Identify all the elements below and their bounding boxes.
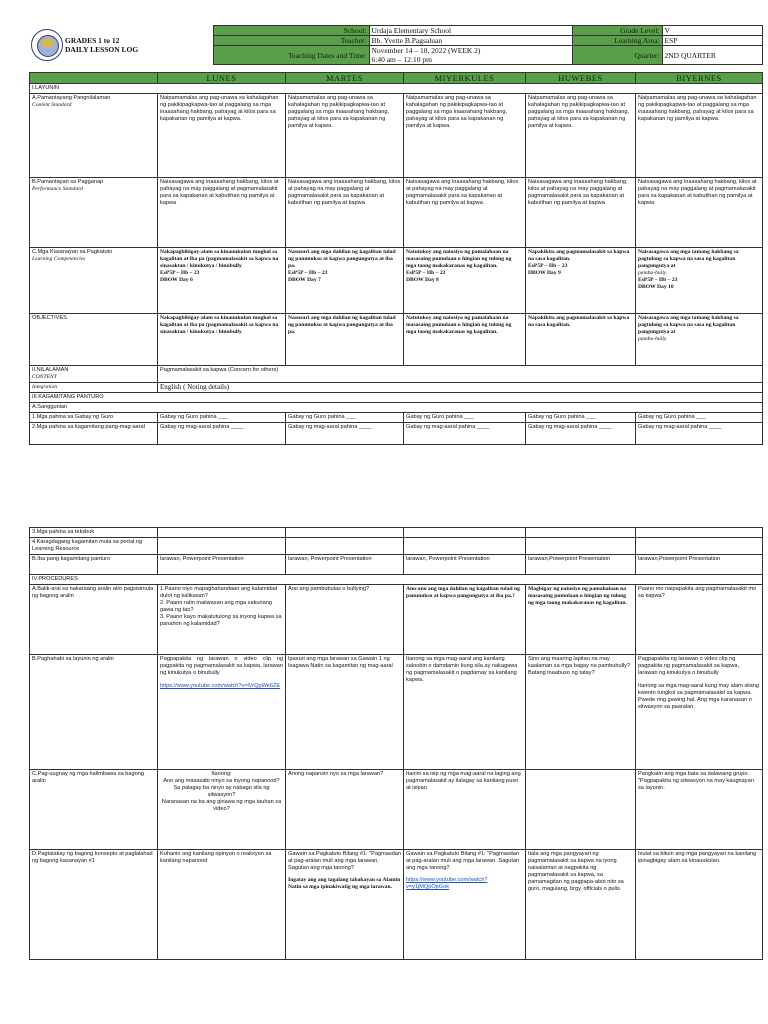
competency-day: DBOW Day 10 <box>638 284 674 290</box>
competency-text: Naisasagawa ang mga tamang hakbang sa pagtulong sa kapwa na sasa ng kagalitan pangungutya at <box>638 249 739 269</box>
objective-miyerkules: Natutukoy ang naiusiyo ng pamalahaan na masasaing pumulaan o hingian ng tulong ng mga taong makakaranas ng kagalitan. <box>404 314 526 366</box>
paghahabi-text: Pagpapakita ng larawan o video clip ng pagpakita ng pagmamalasakit sa kapwa, larawan ng kinukutya o binubully <box>638 656 740 676</box>
pagtalakay-lunes: Kuhanin ang kanilang opinyon o reaksyon sa kanilang napanood <box>158 850 286 960</box>
section-layunin: I.LAYUNIN <box>30 84 763 94</box>
competency-code: EsP5P – IIb – 23 <box>160 270 200 276</box>
nilalaman-label <box>30 366 158 383</box>
day-header-biyernes: BIYERNES <box>636 73 763 84</box>
competency-lunes <box>158 248 286 314</box>
performance-standard-martes: Naisasagawa ang inaasahang hakbang, kilos at pahayag na may paggalang at pagmamalasakit para sa kapakanan at kabutihan ng pamilya at kapwa <box>286 178 404 248</box>
magaaral-lunes: Gabay ng mag-aaral pahina ____ <box>158 423 286 445</box>
content-standard-martes: Naipamamalas ang pag-unawa sa kahalagahan ng pakikipagkapwa-tao at paggalang sa mga inaasahang hakbang, pahayag at kilos para sa kapakanan ng pamilya at kapwa. <box>286 94 404 178</box>
page-gap <box>0 490 768 514</box>
paghahabi-text-2: Itanong sa mga mag-aaral kung may alam silang kwento tungkol sa pagmamalasakit sa kapwa. Pwede ring gawing hal. Ang mga karanasan o sitwasyon sa paaralan. <box>638 683 759 710</box>
guro-miyerkules: Gabay ng Guro pahina ___ <box>404 413 526 423</box>
paghahabi-video-link[interactable]: https://www.youtube.com/watch?v=lVrQpWe6ZE <box>160 683 281 689</box>
grade-value: V <box>662 26 762 36</box>
performance-standard-huwebes: Naisasagawa ang inaasahang hakbang, kilos at pahayag na may paggalang at pagmamalasakit para sa kapakanan at kabutihan ng pamilya at kapwa <box>526 178 636 248</box>
school-value: Urdaja Elementary School <box>369 26 572 36</box>
paghahabi-text: Pagpapakita ng larawan o video clip ng pagpakita ng pagmamalasakit sa kapwa, larawan ng kinukutya o binubully <box>160 656 283 676</box>
dates-label: Teaching Dates and Time: <box>213 46 369 65</box>
karagdagan-huwebes <box>526 538 636 555</box>
competency-martes <box>286 248 404 314</box>
pag-uugnay-huwebes <box>526 770 636 850</box>
competency-code: EsP5P – IIb – 23 <box>638 277 678 283</box>
iba-biyernes: larawan,Powerpoint Presentation <box>636 555 763 575</box>
karagdagan-martes <box>286 538 404 555</box>
guro-huwebes: Gabay ng Guro pahina ___ <box>526 413 636 423</box>
competency-text: Natutukoy ang naiusiyo ng pamalahaan na masasaing pumulaan o hingian ng tulong ng mga taong makakaranas ng kagalitan. <box>406 249 512 269</box>
pagtalakay-label: D.Pagtalakay ng bagong konsepto at paglalahad ng bagong kasanayan #1 <box>30 850 158 960</box>
quarter-label: Quarter: <box>572 46 662 65</box>
objective-lunes: Nakapagbibigay-alam sa kinauukulan tungkol sa kagalitan at iba pa (pagmamalasakit sa kapwa na sinasaktan / kinukutya / binubully <box>158 314 286 366</box>
magaaral-miyerkules: Gabay ng mag-aaral pahina ____ <box>404 423 526 445</box>
competency-text: Nasusuri ang mga dahilan ng kagalitan tulad ng panunukso at kapwa pangungutya at iba pa. <box>288 249 396 269</box>
grade-label: Grade Level: <box>572 26 662 36</box>
pagtalakay-martes <box>286 850 404 960</box>
lesson-table-1 <box>29 72 763 445</box>
header-table <box>29 25 763 65</box>
day-header-martes: MARTES <box>286 73 404 84</box>
karagdagan-lunes <box>158 538 286 555</box>
paghahabi-biyernes <box>636 655 763 770</box>
competency-day: DBOW Day 9 <box>528 270 561 276</box>
performance-standard-label <box>30 178 158 248</box>
performance-standard-english: Performance Standard <box>32 186 83 192</box>
iba-lunes: larawan, Powerpoint Presentation <box>158 555 286 575</box>
teacher-label: Teacher: <box>213 36 369 46</box>
pag-uugnay-lunes: Itanong: Ano ang masasabi ninyo sa inyong napanood? Sa palagay ba ninyo ay nabago sila ng sitwasyon? Naranasan na ba ang ginawa ng mga tauhan sa video? <box>158 770 286 850</box>
competency-code: EsP5P – IIb – 23 <box>288 270 328 276</box>
content-standard-biyernes: Naipamamalas ang pag-unawa sa kahalagahan ng pakikipagkapwa-tao at paggalang sa mga inaasahang hakbang, pahayag at kilos para sa kapakanan ng pamilya at kapwa. <box>636 94 763 178</box>
lesson-log-page-2 <box>29 527 762 1007</box>
magaaral-biyernes: Gabay ng mag-aaral pahina ____ <box>636 423 763 445</box>
teksbuk-lunes <box>158 528 286 538</box>
performance-standard-lunes: Naisasagawa ang inaasahang hakbang, kilos at pahayag na may paggalang at pagmamalasakit para sa kapakanan at kabutihan ng pamilya at kapwa <box>158 178 286 248</box>
performance-standard-miyerkules: Naisasagawa ang inaasahang hakbang, kilos at pahayag na may paggalang at pagmamalasakit para sa kapakanan at kabutihan ng pamilya at kapwa <box>404 178 526 248</box>
competency-huwebes <box>526 248 636 314</box>
header-title <box>63 26 213 65</box>
guro-label: 1.Mga pahina sa Gabay ng Guro <box>30 413 158 423</box>
balik-miyerkules: Ano-ano ang mga dahilan ng kagalitan tulad ng panunukso at kapwa pangungutya at iba pa.? <box>404 585 526 655</box>
day-header-huwebes: HUWEBES <box>526 73 636 84</box>
dates-line2: 6:40 am – 12:10 pm <box>371 55 432 64</box>
paghahabi-label: B.Paghahabi sa layunin ng aralin <box>30 655 158 770</box>
area-label: Learning Area: <box>572 36 662 46</box>
pagtalakay-text: Gawain sa Pagkatuto Bilang #1: "Pagmasdan at pag-aralan muli ang mga larawan. Sagutan ang mga tanong? <box>288 851 402 871</box>
objective-extra: pambu-bully. <box>638 336 668 342</box>
nilalaman-title: II.NILALAMAN <box>32 367 69 373</box>
dates-value <box>369 46 572 65</box>
guro-martes: Gabay ng Guro pahina ___ <box>286 413 404 423</box>
content-standard-label <box>30 94 158 178</box>
competency-miyerkules <box>404 248 526 314</box>
competencies-label <box>30 248 158 314</box>
paghahabi-miyerkules: Itanong sa mga mag-aaral ang kanilang saloobin o damdamin kung sila ay nakagawa ng pagmamalasakit o pagdamay sa kanilang kapwa. <box>404 655 526 770</box>
pagtalakay-extra: Ingatay ang ang tagalang tabakayan sa Alamin Natin sa mga ipinakiwatig ng mga larawan. <box>288 877 401 890</box>
paghahabi-martes: Ipasuri ang mga larawan sa Gawain 1 ng Isagawa Natin sa kagamitan ng mag-aaral <box>286 655 404 770</box>
karagdagan-biyernes <box>636 538 763 555</box>
competency-code: EsP5P – IIb – 23 <box>528 263 568 269</box>
competencies-title: C.Mga Kasanayan sa Pagkatuto <box>32 249 113 255</box>
deped-logo <box>29 26 63 65</box>
balik-lunes: 1.Paano niyo mapaghahandaan ang kalamidad dulot ng kalikasan? 2. Paano ratin maiiwasan ang mga sakunang gawa ng tao? 3. Paano kayo makatutulong sa inyong kapwa sa panahon ng kalamidad? <box>158 585 286 655</box>
magaaral-martes: Gabay ng mag-aaral pahina ____ <box>286 423 404 445</box>
lesson-table-2 <box>29 527 763 960</box>
magaaral-huwebes: Gabay ng mag-aaral pahina ____ <box>526 423 636 445</box>
integration-value: English ( Noting details) <box>158 383 763 393</box>
area-value: ESP <box>662 36 762 46</box>
competency-extra: pambu-bully. <box>638 270 668 276</box>
objectives-label: OBJECTIVES <box>30 314 158 366</box>
competency-day: DBOW Day 6 <box>160 277 193 283</box>
content-standard-huwebes: Naipamamalas ang pag-unawa sa kahalagahan ng pakikipagkapwa-tao at paggalang sa mga inaasahang hakbang, pahayag at kilos para sa kapakanan ng pamilya at kapwa. <box>526 94 636 178</box>
competency-day: DBOW Day 8 <box>406 277 439 283</box>
quarter-value: 2ND QUARTER <box>662 46 762 65</box>
integration-label: Integration <box>30 383 158 393</box>
guro-lunes: Gabay ng Guro pahina ___ <box>158 413 286 423</box>
pagtalakay-miyerkules <box>404 850 526 960</box>
paghahabi-lunes <box>158 655 286 770</box>
guro-biyernes: Gabay ng Guro pahina ___ <box>636 413 763 423</box>
header-title-line2: DAILY LESSON LOG <box>65 45 139 54</box>
lesson-log-page-1 <box>29 25 762 465</box>
day-header-miyerkules: MIYERKULES <box>404 73 526 84</box>
karagdagan-miyerkules <box>404 538 526 555</box>
teksbuk-martes <box>286 528 404 538</box>
day-header-lunes: LUNES <box>158 73 286 84</box>
teksbuk-huwebes <box>526 528 636 538</box>
content-standard-miyerkules: Naipamamalas ang pag-unawa sa kahalagahan ng pakikipagkapwa-tao at paggalang sa mga inaasahang hakbang, pahayag at kilos para sa kapakanan ng pamilya at kapwa. <box>404 94 526 178</box>
pagtalakay-text: Gawain sa Pagkatuto Bilang #1: "Pagmasdan at pag-aralan muli ang mga larawan. Sagutan ang mga tanong? <box>406 851 520 871</box>
school-label: School: <box>213 26 369 36</box>
pagtalakay-huwebes: Itala ang mga pangyayari ng pagmamalasakit sa kapwa na iyong naisalaman at nagpakita ng pagmamalasakit sa kapwa, sa pamamagitan ng pagpapa-abot nito sa guro, magulang, brgy. officials o pulis. <box>526 850 636 960</box>
objective-text: Naisasagawa ang mga tamang hakbang sa pagtulong sa kapwa na sasa ng kagalitan pangungutya at <box>638 315 739 335</box>
objective-martes: Nasusuri ang mga dahilan ng kagalitan tulad ng panunukso at kapwa pangungutya at iba pa. <box>286 314 404 366</box>
magaaral-label: 2.Mga pahina sa kagamitang pang-mag-aaral <box>30 423 158 445</box>
teksbuk-label: 3.Mga pahina sa teksbuk <box>30 528 158 538</box>
section-sanggunian: A.Sanggunian <box>30 403 763 413</box>
competencies-english: Learning Competencies <box>32 256 86 262</box>
pag-uugnay-miyerkules: Itanim sa isip ng mga mag-aaral na laging ang pagmamalasakit ay ilalagay sa kanilang puso at isipan <box>404 770 526 850</box>
balik-label: A.Balik-aral sa nakaraang aralin at/o pagsisimula ng bagong aralin <box>30 585 158 655</box>
pagtalakay-biyernes: Isulat sa bituin ang mga pangyayari na kanilang ipinagbigay alam sa kinauukulan. <box>636 850 763 960</box>
teksbuk-miyerkules <box>404 528 526 538</box>
iba-label: B.Iba pang kagamitang panturo <box>30 555 158 575</box>
pagtalakay-video-link[interactable]: https://www.youtube.com/watch?v=y1jMQpOpGok <box>406 877 488 890</box>
dates-line1: November 14 – 18, 2022 (WEEK 2) <box>371 46 481 55</box>
content-standard-lunes: Naipamamalas ang pag-unawa sa kahalagahan ng pakikipagkapwa-tao at paggalang sa mga inaasahang hakbang, pahayag at kilos para sa kapakanan ng pamilya at kapwa. <box>158 94 286 178</box>
competency-biyernes <box>636 248 763 314</box>
pag-uugnay-biyernes: Pangkatin ang mga bata sa dalawang grupo. "Pagpapakita ng sitwasyon na may kaugnayan sa layunin. <box>636 770 763 850</box>
pag-uugnay-martes: Anong napansin nyo sa mga larawan? <box>286 770 404 850</box>
competency-text: Nakapagbibigay-alam sa kinauukulan tungkol sa kagalitan at iba pa (pagmamalasakit sa kapwa na sinasaktan / kinukutya / binubully <box>160 249 279 269</box>
competency-code: EsP5P – IIb – 23 <box>406 270 446 276</box>
objective-huwebes: Napakikita ang pagmamalasakit sa kapwa na sasa kagalitan. <box>526 314 636 366</box>
iba-huwebes: larawan,Powerpoint Presentation <box>526 555 636 575</box>
day-header-blank <box>30 73 158 84</box>
content-standard-english: Content Standard <box>32 102 72 108</box>
balik-biyernes: Paano mo naipapakita ang pagmamalasakit mo sa kapwa? <box>636 585 763 655</box>
competency-text: Napakikita ang pagmamalasakit sa kapwa na sasa kagalitan. <box>528 249 630 262</box>
teksbuk-biyernes <box>636 528 763 538</box>
objective-biyernes <box>636 314 763 366</box>
teacher-value: Bb. Yvette B.Pagsaluan <box>369 36 572 46</box>
section-kagamitan: III.KAGAMITANG PANTURO <box>30 393 763 403</box>
section-procedures: IV.PROCEDURES <box>30 575 763 585</box>
paghahabi-huwebes: Sino ang maaring lapitan na may kaalaman sa mga bagay na pambubully? Batang inaabuso ng tatay? <box>526 655 636 770</box>
nilalaman-value: Pagmamalasakit sa kapwa (Concern for others) <box>158 366 763 383</box>
iba-miyerkules: larawan, Powerpoint Presentation <box>404 555 526 575</box>
nilalaman-english: CONTENT <box>32 374 57 380</box>
competency-day: DBOW Day 7 <box>288 277 321 283</box>
balik-huwebes: Magbigay ng naiusiyo ng pamahalaan na masasaing pumulaan o hingian ng tulong ng mga taong makakaranas ng kagalitan. <box>526 585 636 655</box>
balik-martes: Ano ang pambubulas o bullying? <box>286 585 404 655</box>
pag-uugnay-label: C.Pag-uugnay ng mga halimbawa sa bagong aralin <box>30 770 158 850</box>
performance-standard-biyernes: Naisasagawa ang inaasahang hakbang, kilos at pahayag na may paggalang at pagmamalasakit para sa kapakanan at kabutihan ng pamilya at kapwa <box>636 178 763 248</box>
header-title-line1: GRADES 1 to 12 <box>65 36 120 45</box>
iba-martes: larawan, Powerpoint Presentation <box>286 555 404 575</box>
content-standard-title: A.Pamantayang Pangnilalaman <box>32 95 111 101</box>
performance-standard-title: B.Pamantayan sa Pagganap <box>32 179 104 185</box>
karagdagan-label: 4.Karagdagang kagamitan mula sa portal ng Learning Resource <box>30 538 158 555</box>
